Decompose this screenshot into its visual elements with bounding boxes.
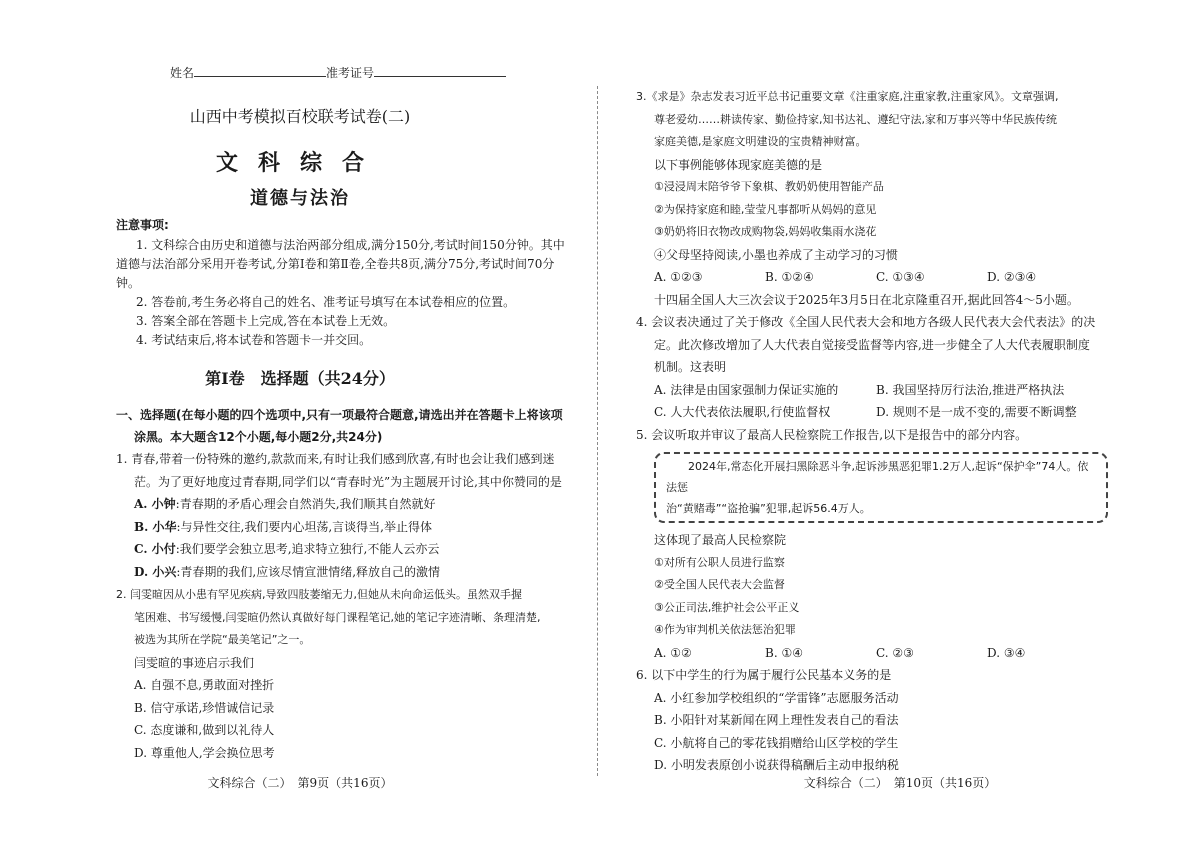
page-footer-left: 文科综合（二） 第9页（共16页） [207, 776, 393, 790]
option-d: D. 规则不是一成不变的,需要不断调整 [876, 405, 1077, 419]
intro-4-5: 十四届全国人大三次会议于2025年3月5日在北京隆重召开,据此回答4～5小题。 [654, 292, 1079, 307]
report-excerpt-line: 2024年,常态化开展扫黑除恶斗争,起诉涉黑恶犯罪1.2万人,起诉“保护伞”74人。依法惩 [666, 460, 1089, 494]
subject-title: 文科综合 [215, 150, 384, 176]
option-c: C. 态度谦和,做到以礼待人 [134, 723, 275, 737]
option-text: :我们要学会独立思考,追求特立独行,不能人云亦云 [175, 542, 440, 556]
question-stem: 尊老爱幼……耕读传家、勤俭持家,知书达礼、遵纪守法,家和万事兴等中华民族传统 [654, 112, 1057, 126]
option-speaker: C. 小付 [134, 542, 176, 556]
option-a: A. ①②③ [654, 270, 703, 284]
statement-2: ②为保持家庭和睦,莹莹凡事都听从妈妈的意见 [654, 202, 877, 216]
option-d: D. ②③④ [987, 270, 1037, 284]
options-row [636, 642, 1098, 665]
option-a: A. ①② [654, 645, 692, 660]
option-speaker: A. 小钟 [134, 497, 176, 511]
option-d: D. ③④ [987, 645, 1026, 660]
option-b: B. 我国坚持厉行法治,推进严格执法 [876, 382, 1065, 397]
question-4-stem: 机制。这表明 [654, 360, 727, 374]
notice-item: 2. 答卷前,考生务必将自己的姓名、准考证号填写在本试卷相应的位置。 [136, 295, 516, 309]
id-blank [374, 64, 506, 77]
option-text: :青春期的我们,应该尽情宣泄情绪,释放自己的激情 [176, 564, 441, 579]
statement-3: ③公正司法,维护社会公平正义 [654, 600, 800, 614]
section-heading-line: 涂黑。本大题含12个小题,每小题2分,共24分) [134, 430, 383, 444]
question-stem: 1. 青春,带着一份特殊的邀约,款款而来,有时让我们感到欣喜,有时也会让我们感到迷 [116, 452, 555, 466]
question-stem: 笔困难、书写缓慢,闫雯暄仍然认真做好每门课程笔记,她的笔记字迹清晰、条理清楚, [134, 610, 541, 624]
option-text: :与异性交往,我们要内心坦荡,言谈得当,举止得体 [176, 519, 432, 534]
statement-3: ③奶奶将旧衣物改成购物袋,妈妈收集雨水浇花 [654, 225, 877, 238]
exam-title: 山西中考模拟百校联考试卷(二) [189, 107, 411, 126]
option-c: C. 小航将自己的零花钱捐赠给山区学校的学生 [654, 735, 899, 750]
option-a: A. 小红参加学校组织的“学雷锋”志愿服务活动 [654, 690, 899, 705]
option-b: B. 信守承诺,珍惜诚信记录 [134, 700, 275, 715]
page-footer-right: 文科综合（二） 第10页（共16页） [803, 776, 997, 790]
option-b: B. ①②④ [765, 270, 814, 284]
name-blank [194, 64, 326, 77]
question-6-stem: 6. 以下中学生的行为属于履行公民基本义务的是 [636, 668, 892, 682]
subject-subtitle: 道德与法治 [250, 188, 350, 209]
option-text: :青春期的矛盾心理会自然消失,我们顺其自然就好 [175, 497, 436, 511]
option-d: D. 尊重他人,学会换位思考 [134, 745, 275, 760]
id-label: 准考证号 [326, 66, 375, 80]
section-heading-line: 一、选择题(在每小题的四个选项中,只有一项最符合题意,请选出并在答题卡上将该项 [116, 408, 563, 422]
statement-1: ①浸浸周末陪爷爷下象棋、教奶奶使用智能产品 [654, 180, 884, 193]
option-b: B. 小阳针对某新闻在网上理性发表自己的看法 [654, 713, 899, 727]
option-c: C. 人大代表依法履职,行使监督权 [654, 405, 831, 419]
option-a: A. 法律是由国家强制力保证实施的 [654, 382, 839, 397]
option-c [116, 538, 576, 561]
question-1 [116, 448, 576, 583]
question-stem: 茫。为了更好地度过青春期,同学们以“青春时光”为主题展开讨论,其中你赞同的是 [134, 474, 562, 489]
question-ask: 以下事例能够体现家庭美德的是 [654, 157, 823, 172]
options-row [636, 379, 1098, 402]
question-2 [116, 584, 576, 764]
options-row [636, 266, 1098, 289]
question-3 [636, 86, 1098, 777]
question-stem: 2. 闫雯暄因从小患有罕见疾病,导致四肢萎缩无力,但她从未向命运低头。虽然双手握 [116, 588, 522, 601]
statement-1: ①对所有公职人员进行监察 [654, 555, 785, 569]
option-c: C. ②③ [876, 645, 914, 660]
question-stem: 家庭美德,是家庭文明建设的宝贵精神财富。 [654, 135, 867, 148]
name-label: 姓名 [170, 66, 195, 80]
notice-item: 1. 文科综合由历史和道德与法治两部分组成,满分150分,考试时间150分钟。其中道德与法治部分采用开卷考试,分第Ⅰ卷和第Ⅱ卷,全卷共8页,满分75分,考试时间70分钟。 [116, 238, 565, 290]
option-b [116, 516, 576, 539]
option-a [116, 493, 576, 516]
option-d: D. 小明发表原创小说获得稿酬后主动申报纳税 [654, 758, 899, 772]
notice-title: 注意事项: [116, 218, 169, 232]
option-c: C. ①③④ [876, 270, 925, 284]
statement-4: ④父母坚持阅读,小墨也养成了主动学习的习惯 [654, 247, 898, 262]
statement-2: ②受全国人民代表大会监督 [654, 578, 785, 591]
option-d [116, 561, 576, 584]
question-4-stem: 定。此次修改增加了人大代表自觉接受监督等内容,进一步健全了人大代表履职制度 [654, 337, 1090, 352]
notice-list [116, 236, 568, 350]
question-ask: 这体现了最高人民检察院 [654, 533, 787, 547]
report-excerpt-line: 治“黄赌毒”“盗抢骗”犯罪,起诉56.4万人。 [666, 502, 871, 515]
option-b: B. ①④ [765, 645, 803, 660]
right-page [600, 0, 1200, 849]
question-ask: 闫雯暄的事迹启示我们 [134, 655, 255, 670]
notice-item: 4. 考试结束后,将本试卷和答题卡一并交回。 [136, 333, 372, 347]
question-4-stem: 4. 会议表决通过了关于修改《全国人民代表大会和地方各级人民代表大会代表法》的决 [636, 315, 1096, 329]
option-a: A. 自强不息,勇敢面对挫折 [134, 678, 275, 692]
option-speaker: D. 小兴 [134, 564, 177, 579]
options-row [636, 401, 1098, 424]
header-line [170, 64, 506, 81]
question-stem: 被选为其所在学院“最美笔记”之一。 [134, 633, 311, 646]
statement-4: ④作为审判机关依法惩治犯罪 [654, 623, 796, 636]
section-heading [116, 404, 568, 448]
option-speaker: B. 小华 [134, 519, 177, 534]
report-excerpt-box [654, 452, 1108, 523]
notice-item: 3. 答案全部在答题卡上完成,答在本试卷上无效。 [136, 314, 396, 328]
question-stem: 3.《求是》杂志发表习近平总书记重要文章《注重家庭,注重家教,注重家风》。文章强调, [636, 90, 1059, 103]
question-5-stem: 5. 会议听取并审议了最高人民检察院工作报告,以下是报告中的部分内容。 [636, 427, 1028, 442]
part-title: 第Ⅰ卷 选择题（共24分） [205, 369, 395, 388]
